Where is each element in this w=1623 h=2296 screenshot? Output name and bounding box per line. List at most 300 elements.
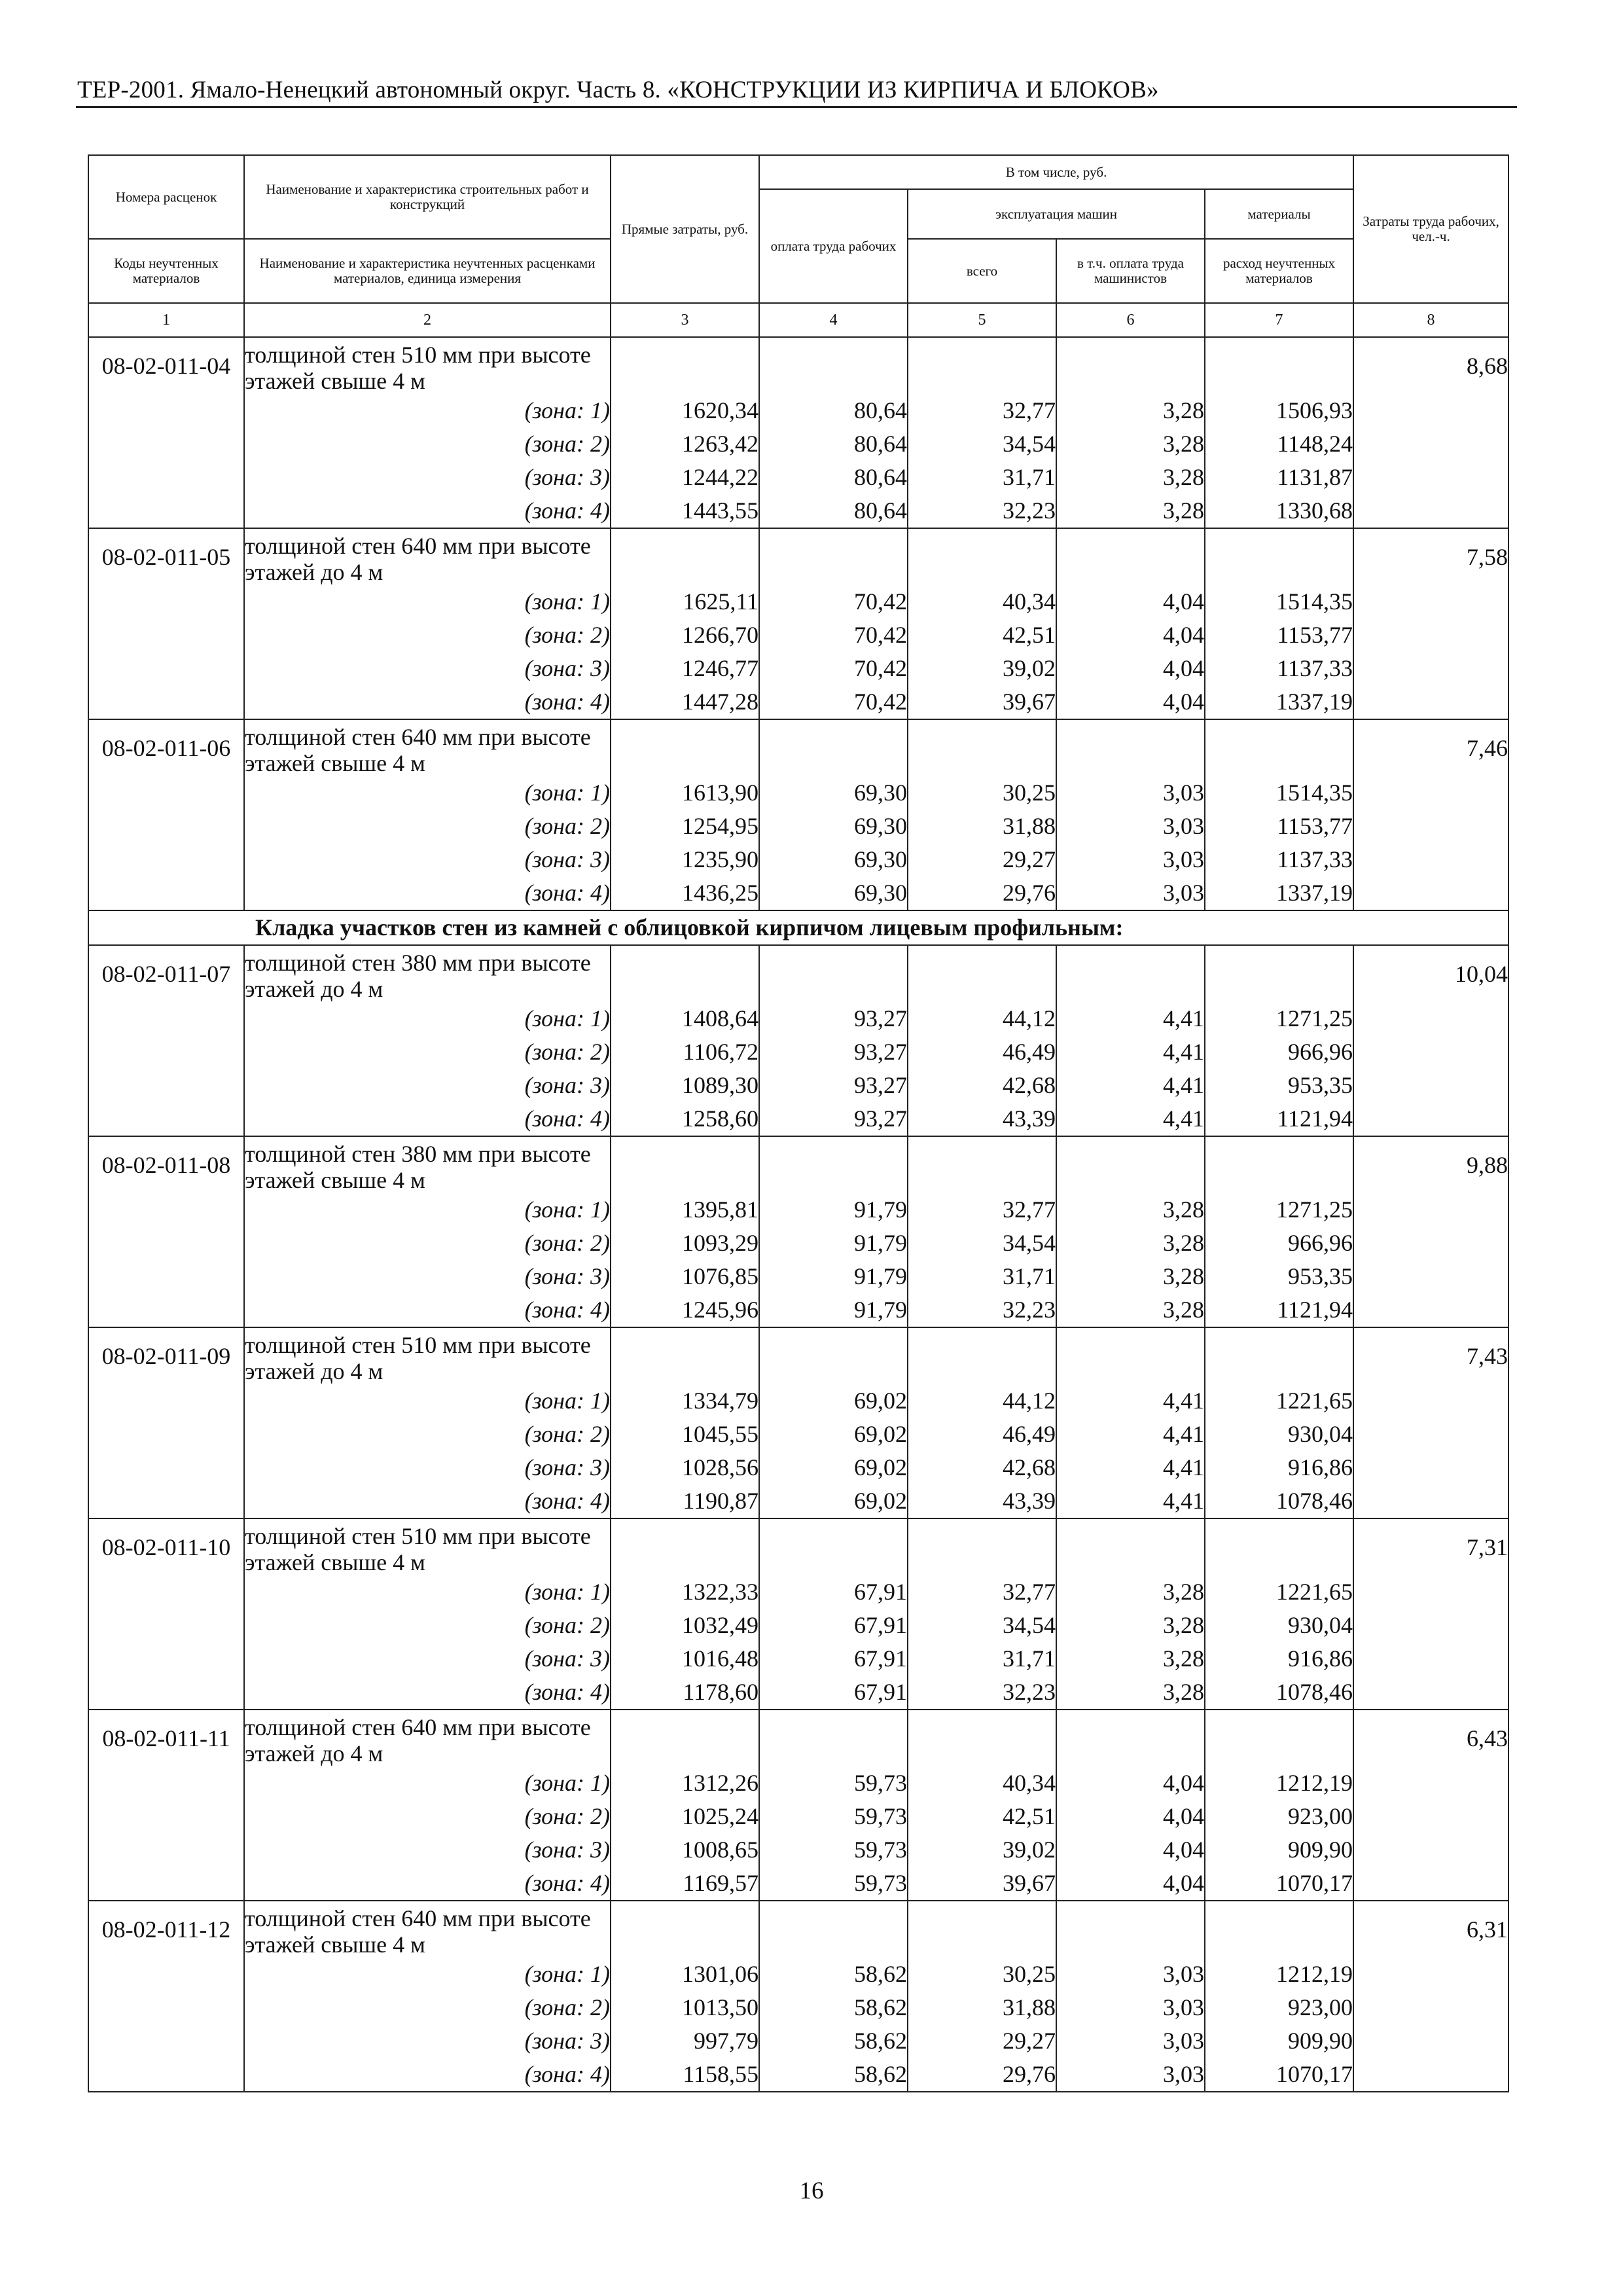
table-body [88,337,1508,2092]
empty-cell [1353,1193,1508,1227]
materials-cost: 1330,68 [1205,494,1353,528]
empty-cell [1056,528,1205,585]
machinists-wages: 3,03 [1056,2024,1205,2058]
empty-cell [1056,337,1205,394]
direct-costs: 1025,24 [611,1800,759,1833]
rate-row [88,528,1508,585]
empty-cell [759,1327,908,1384]
materials-cost: 1212,19 [1205,1958,1353,1991]
empty-cell [88,1002,244,1035]
worker-wages: 80,64 [759,461,908,494]
table-header [88,155,1508,337]
machines-total: 40,34 [908,1767,1056,1800]
machinists-wages: 3,03 [1056,876,1205,910]
empty-cell [1205,528,1353,585]
zone-label: (зона: 3) [244,461,611,494]
empty-cell [611,337,759,394]
empty-cell [1353,1991,1508,2024]
zone-row [88,1193,1508,1227]
zone-label: (зона: 4) [244,1676,611,1710]
materials-cost: 953,35 [1205,1260,1353,1293]
machinists-wages: 4,04 [1056,1800,1205,1833]
worker-wages: 91,79 [759,1260,908,1293]
rate-description: толщиной стен 510 мм при высоте этажей до 4 м [244,1327,611,1384]
machinists-wages: 4,41 [1056,1418,1205,1451]
section-heading: Кладка участков стен из камней с облицовкой кирпичом лицевым профильным: [88,910,1508,945]
zone-row [88,1642,1508,1676]
direct-costs: 1436,25 [611,876,759,910]
materials-cost: 1121,94 [1205,1102,1353,1136]
rate-description: толщиной стен 510 мм при высоте этажей свыше 4 м [244,1518,611,1575]
machines-total: 42,68 [908,1451,1056,1484]
machines-total: 31,71 [908,461,1056,494]
materials-cost: 923,00 [1205,1991,1353,2024]
zone-label: (зона: 2) [244,1991,611,2024]
machines-total: 34,54 [908,427,1056,461]
empty-cell [908,337,1056,394]
empty-cell [88,1642,244,1676]
empty-cell [88,1035,244,1069]
empty-cell [908,719,1056,776]
empty-cell [88,585,244,619]
empty-cell [88,1676,244,1710]
column-number: 2 [244,303,611,337]
machinists-wages: 3,28 [1056,1642,1205,1676]
machinists-wages: 3,28 [1056,1575,1205,1609]
empty-cell [1353,1102,1508,1136]
header-materials-group: материалы [1205,189,1353,239]
worker-wages: 91,79 [759,1227,908,1260]
zone-row [88,1991,1508,2024]
worker-wages: 59,73 [759,1767,908,1800]
zone-row [88,1069,1508,1102]
direct-costs: 1258,60 [611,1102,759,1136]
empty-cell [1353,652,1508,685]
empty-cell [759,719,908,776]
empty-cell [88,1193,244,1227]
empty-cell [1353,1418,1508,1451]
header-wages: оплата труда рабочих [759,189,908,303]
worker-wages: 67,91 [759,1575,908,1609]
materials-cost: 1506,93 [1205,394,1353,427]
rate-row [88,1710,1508,1767]
empty-cell [88,1451,244,1484]
empty-cell [88,810,244,843]
machines-total: 31,88 [908,810,1056,843]
machinists-wages: 3,03 [1056,776,1205,810]
worker-wages: 93,27 [759,1102,908,1136]
empty-cell [611,1327,759,1384]
materials-cost: 1212,19 [1205,1767,1353,1800]
direct-costs: 1190,87 [611,1484,759,1518]
empty-cell [1205,1518,1353,1575]
empty-cell [759,337,908,394]
direct-costs: 1263,42 [611,427,759,461]
direct-costs: 1447,28 [611,685,759,719]
empty-cell [88,1260,244,1293]
direct-costs: 1620,34 [611,394,759,427]
machinists-wages: 3,28 [1056,1609,1205,1642]
zone-label: (зона: 1) [244,1575,611,1609]
machinists-wages: 4,04 [1056,685,1205,719]
zone-row [88,652,1508,685]
empty-cell [88,1384,244,1418]
empty-cell [1353,843,1508,876]
machines-total: 32,77 [908,394,1056,427]
materials-cost: 1131,87 [1205,461,1353,494]
empty-cell [611,528,759,585]
empty-cell [88,2058,244,2092]
rate-code: 08-02-011-04 [88,337,244,394]
direct-costs: 1322,33 [611,1575,759,1609]
empty-cell [88,1293,244,1327]
empty-cell [1353,1035,1508,1069]
zone-row [88,876,1508,910]
rate-description: толщиной стен 380 мм при высоте этажей до 4 м [244,945,611,1002]
header-direct-costs: Прямые затраты, руб. [611,155,759,303]
empty-cell [1353,585,1508,619]
empty-cell [1056,1710,1205,1767]
zone-row [88,685,1508,719]
materials-cost: 930,04 [1205,1609,1353,1642]
empty-cell [1056,1901,1205,1958]
zone-label: (зона: 1) [244,1384,611,1418]
materials-cost: 1153,77 [1205,619,1353,652]
direct-costs: 1013,50 [611,1991,759,2024]
rate-description: толщиной стен 640 мм при высоте этажей свыше 4 м [244,1901,611,1958]
rate-description: толщиной стен 510 мм при высоте этажей свыше 4 м [244,337,611,394]
zone-row [88,1035,1508,1069]
empty-cell [1205,1710,1353,1767]
machines-total: 46,49 [908,1035,1056,1069]
direct-costs: 1089,30 [611,1069,759,1102]
empty-cell [88,652,244,685]
machines-total: 32,77 [908,1575,1056,1609]
zone-label: (зона: 1) [244,1002,611,1035]
machines-total: 32,23 [908,1293,1056,1327]
materials-cost: 1337,19 [1205,876,1353,910]
empty-cell [908,528,1056,585]
machines-total: 39,02 [908,1833,1056,1867]
zone-label: (зона: 2) [244,1800,611,1833]
empty-cell [88,1609,244,1642]
empty-cell [1353,1384,1508,1418]
rate-row [88,1136,1508,1193]
zone-row [88,1451,1508,1484]
header-machinists-wages: в т.ч. оплата труда машинистов [1056,239,1205,303]
zone-row [88,1260,1508,1293]
direct-costs: 1106,72 [611,1035,759,1069]
materials-cost: 916,86 [1205,1642,1353,1676]
empty-cell [88,619,244,652]
empty-cell [1353,1227,1508,1260]
machinists-wages: 4,04 [1056,652,1205,685]
zone-label: (зона: 4) [244,876,611,910]
rate-description: толщиной стен 640 мм при высоте этажей до 4 м [244,1710,611,1767]
empty-cell [1353,1609,1508,1642]
empty-cell [908,1710,1056,1767]
empty-cell [88,427,244,461]
empty-cell [1056,1518,1205,1575]
empty-cell [88,876,244,910]
empty-cell [1205,337,1353,394]
worker-wages: 69,02 [759,1418,908,1451]
materials-cost: 930,04 [1205,1418,1353,1451]
zone-label: (зона: 4) [244,494,611,528]
materials-cost: 1078,46 [1205,1676,1353,1710]
materials-cost: 1153,77 [1205,810,1353,843]
zone-row [88,1609,1508,1642]
empty-cell [88,1484,244,1518]
zone-label: (зона: 3) [244,1069,611,1102]
machines-total: 29,27 [908,843,1056,876]
empty-cell [1353,494,1508,528]
machines-total: 44,12 [908,1002,1056,1035]
worker-wages: 69,02 [759,1384,908,1418]
zone-label: (зона: 4) [244,2058,611,2092]
direct-costs: 1408,64 [611,1002,759,1035]
machinists-wages: 4,04 [1056,1867,1205,1901]
direct-costs: 1016,48 [611,1642,759,1676]
empty-cell [88,776,244,810]
empty-cell [611,1710,759,1767]
zone-label: (зона: 2) [244,1609,611,1642]
labor-cost: 9,88 [1353,1136,1508,1193]
machines-total: 31,71 [908,1260,1056,1293]
empty-cell [88,1991,244,2024]
empty-cell [1353,810,1508,843]
machinists-wages: 4,04 [1056,585,1205,619]
rate-code: 08-02-011-07 [88,945,244,1002]
machines-total: 29,76 [908,2058,1056,2092]
empty-cell [1205,719,1353,776]
empty-cell [759,945,908,1002]
direct-costs: 1312,26 [611,1767,759,1800]
zone-label: (зона: 2) [244,1227,611,1260]
empty-cell [1205,945,1353,1002]
header-including-group: В том числе, руб. [759,155,1353,189]
zone-label: (зона: 1) [244,1767,611,1800]
labor-cost: 7,31 [1353,1518,1508,1575]
direct-costs: 1613,90 [611,776,759,810]
direct-costs: 1028,56 [611,1451,759,1484]
worker-wages: 80,64 [759,427,908,461]
zone-label: (зона: 3) [244,1451,611,1484]
zone-row [88,2024,1508,2058]
empty-cell [1353,685,1508,719]
machines-total: 40,34 [908,585,1056,619]
zone-label: (зона: 2) [244,810,611,843]
zone-row [88,1293,1508,1327]
direct-costs: 1246,77 [611,652,759,685]
direct-costs: 1169,57 [611,1867,759,1901]
zone-label: (зона: 3) [244,652,611,685]
empty-cell [1353,427,1508,461]
empty-cell [88,1867,244,1901]
machinists-wages: 4,41 [1056,1035,1205,1069]
empty-cell [88,1227,244,1260]
column-number: 7 [1205,303,1353,337]
materials-cost: 923,00 [1205,1800,1353,1833]
empty-cell [88,1418,244,1451]
column-number: 4 [759,303,908,337]
materials-cost: 1070,17 [1205,2058,1353,2092]
empty-cell [1353,1575,1508,1609]
labor-cost: 6,43 [1353,1710,1508,1767]
page-number: 16 [799,2178,824,2204]
machines-total: 32,23 [908,1676,1056,1710]
zone-label: (зона: 2) [244,1035,611,1069]
header-materials-unaccounted: расход неучтенных материалов [1205,239,1353,303]
zone-row [88,1800,1508,1833]
zone-label: (зона: 1) [244,394,611,427]
worker-wages: 59,73 [759,1800,908,1833]
empty-cell [1056,945,1205,1002]
materials-cost: 916,86 [1205,1451,1353,1484]
empty-cell [88,1958,244,1991]
rate-code: 08-02-011-10 [88,1518,244,1575]
empty-cell [611,1136,759,1193]
machines-total: 42,68 [908,1069,1056,1102]
column-number: 1 [88,303,244,337]
machinists-wages: 3,03 [1056,810,1205,843]
empty-cell [1353,2024,1508,2058]
rate-code: 08-02-011-11 [88,1710,244,1767]
machinists-wages: 3,03 [1056,843,1205,876]
machinists-wages: 3,28 [1056,1676,1205,1710]
rate-row [88,337,1508,394]
zone-label: (зона: 2) [244,619,611,652]
machinists-wages: 3,03 [1056,1991,1205,2024]
machinists-wages: 3,28 [1056,1293,1205,1327]
materials-cost: 1221,65 [1205,1384,1353,1418]
zone-row [88,1958,1508,1991]
empty-cell [611,719,759,776]
empty-cell [88,685,244,719]
machinists-wages: 3,28 [1056,494,1205,528]
materials-cost: 966,96 [1205,1035,1353,1069]
empty-cell [88,461,244,494]
materials-cost: 1137,33 [1205,843,1353,876]
direct-costs: 997,79 [611,2024,759,2058]
rate-row [88,1327,1508,1384]
header-labor-costs: Затраты труда рабочих, чел.-ч. [1353,155,1508,303]
machines-total: 31,71 [908,1642,1056,1676]
zone-label: (зона: 3) [244,2024,611,2058]
zone-label: (зона: 2) [244,427,611,461]
empty-cell [1353,1767,1508,1800]
rate-description: толщиной стен 380 мм при высоте этажей свыше 4 м [244,1136,611,1193]
empty-cell [88,2024,244,2058]
worker-wages: 80,64 [759,394,908,427]
rate-code: 08-02-011-08 [88,1136,244,1193]
empty-cell [88,1833,244,1867]
machines-total: 29,27 [908,2024,1056,2058]
zone-label: (зона: 4) [244,1293,611,1327]
column-number: 5 [908,303,1056,337]
direct-costs: 1045,55 [611,1418,759,1451]
worker-wages: 70,42 [759,585,908,619]
zone-label: (зона: 3) [244,1642,611,1676]
rate-row [88,719,1508,776]
empty-cell [611,945,759,1002]
empty-cell [908,945,1056,1002]
zone-row [88,585,1508,619]
worker-wages: 93,27 [759,1002,908,1035]
direct-costs: 1395,81 [611,1193,759,1227]
worker-wages: 69,30 [759,810,908,843]
empty-cell [1353,1484,1508,1518]
worker-wages: 67,91 [759,1642,908,1676]
machinists-wages: 3,28 [1056,394,1205,427]
column-number: 6 [1056,303,1205,337]
header-material-codes: Коды неучтенных материалов [88,239,244,303]
machinists-wages: 4,04 [1056,1833,1205,1867]
zone-row [88,1384,1508,1418]
empty-cell [1353,1451,1508,1484]
direct-costs: 1245,96 [611,1293,759,1327]
machinists-wages: 3,28 [1056,1227,1205,1260]
materials-cost: 953,35 [1205,1069,1353,1102]
direct-costs: 1266,70 [611,619,759,652]
empty-cell [1353,1260,1508,1293]
materials-cost: 1078,46 [1205,1484,1353,1518]
empty-cell [1056,719,1205,776]
machines-total: 30,25 [908,776,1056,810]
direct-costs: 1301,06 [611,1958,759,1991]
zone-label: (зона: 1) [244,585,611,619]
direct-costs: 1158,55 [611,2058,759,2092]
machinists-wages: 4,04 [1056,1767,1205,1800]
header-material-names: Наименование и характеристика неучтенных расценками материалов, единица измерения [244,239,611,303]
header-work-name: Наименование и характеристика строительных работ и конструкций [244,155,611,239]
running-header: ТЕР-2001. Ямало-Ненецкий автономный округ. Часть 8. «КОНСТРУКЦИИ ИЗ КИРПИЧА И БЛОКОВ» [77,77,1159,103]
empty-cell [759,1136,908,1193]
empty-cell [1353,461,1508,494]
zone-row [88,619,1508,652]
worker-wages: 93,27 [759,1069,908,1102]
direct-costs: 1443,55 [611,494,759,528]
empty-cell [1353,1833,1508,1867]
materials-cost: 1514,35 [1205,776,1353,810]
machines-total: 34,54 [908,1227,1056,1260]
header-machines-total: всего [908,239,1056,303]
empty-cell [611,1901,759,1958]
direct-costs: 1625,11 [611,585,759,619]
worker-wages: 67,91 [759,1609,908,1642]
empty-cell [88,494,244,528]
empty-cell [1353,1642,1508,1676]
zone-label: (зона: 4) [244,685,611,719]
worker-wages: 69,30 [759,776,908,810]
materials-cost: 966,96 [1205,1227,1353,1260]
empty-cell [759,1710,908,1767]
empty-cell [1353,394,1508,427]
machines-total: 46,49 [908,1418,1056,1451]
direct-costs: 1254,95 [611,810,759,843]
machines-total: 43,39 [908,1484,1056,1518]
empty-cell [1205,1136,1353,1193]
direct-costs: 1008,65 [611,1833,759,1867]
zone-row [88,2058,1508,2092]
machines-total: 39,67 [908,1867,1056,1901]
worker-wages: 67,91 [759,1676,908,1710]
worker-wages: 93,27 [759,1035,908,1069]
zone-label: (зона: 1) [244,1958,611,1991]
worker-wages: 58,62 [759,1991,908,2024]
machinists-wages: 4,41 [1056,1384,1205,1418]
empty-cell [1353,1002,1508,1035]
